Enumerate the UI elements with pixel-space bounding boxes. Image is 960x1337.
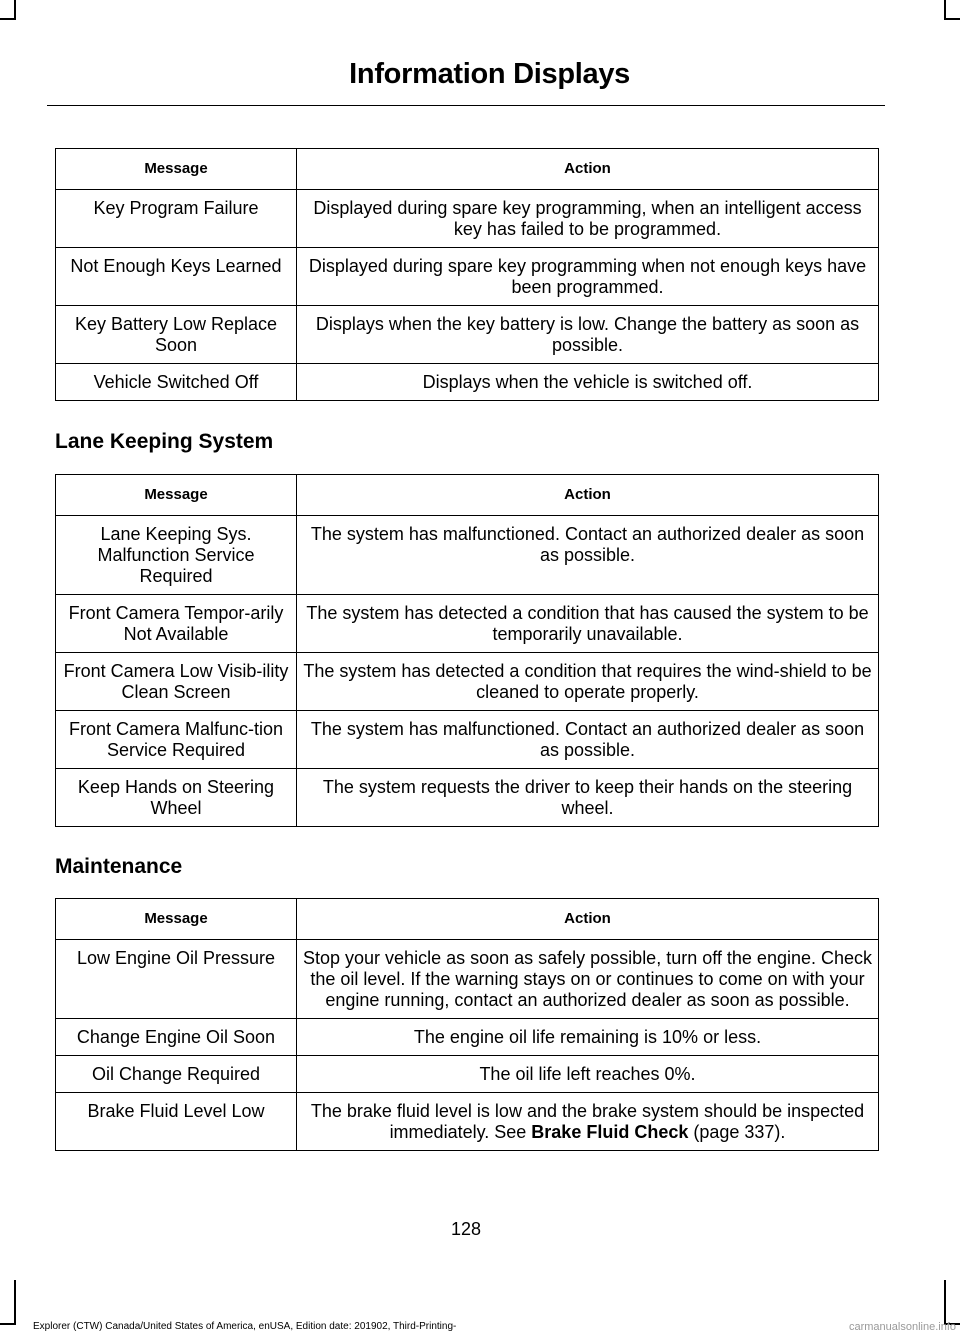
table-row xyxy=(56,516,879,595)
message-cell: Front Camera Malfunc-tion Service Required xyxy=(56,711,297,769)
column-header-message: Message xyxy=(56,475,297,516)
column-header-action: Action xyxy=(297,899,879,940)
table-row xyxy=(56,1056,879,1093)
watermark-site: carmanualsonline.info xyxy=(848,1321,956,1333)
action-cell: The system has detected a condition that has caused the system to be temporarily unavailable. xyxy=(297,595,879,653)
message-cell: Front Camera Tempor-arily Not Available xyxy=(56,595,297,653)
action-cell: The system has malfunctioned. Contact an authorized dealer as soon as possible. xyxy=(297,711,879,769)
action-cell: The oil life left reaches 0%. xyxy=(297,1056,879,1093)
table-row xyxy=(56,364,879,401)
message-cell: Change Engine Oil Soon xyxy=(56,1019,297,1056)
message-cell: Not Enough Keys Learned xyxy=(56,248,297,306)
message-cell: Lane Keeping Sys. Malfunction Service Required xyxy=(56,516,297,595)
message-cell: Keep Hands on Steering Wheel xyxy=(56,769,297,827)
table-row xyxy=(56,248,879,306)
action-cell: The system has malfunctioned. Contact an authorized dealer as soon as possible. xyxy=(297,516,879,595)
table-row xyxy=(56,306,879,364)
action-cell: Displays when the key battery is low. Change the battery as soon as possible. xyxy=(297,306,879,364)
message-cell: Front Camera Low Visib-ility Clean Screen xyxy=(56,653,297,711)
message-cell: Low Engine Oil Pressure xyxy=(56,940,297,1019)
maintenance-table xyxy=(55,898,879,1151)
section-heading-maintenance: Maintenance xyxy=(55,855,183,878)
crop-mark xyxy=(14,1280,16,1325)
edition-footer: Explorer (CTW) Canada/United States of America, enUSA, Edition date: 201902, Third-Printing- xyxy=(33,1321,457,1332)
table-row xyxy=(56,653,879,711)
message-cell: Key Program Failure xyxy=(56,190,297,248)
action-text: The brake fluid level is low and the brake system should be inspected immediately. See xyxy=(310,1101,865,1142)
column-header-action: Action xyxy=(297,475,879,516)
table-row xyxy=(56,940,879,1019)
table-header-row xyxy=(56,899,879,940)
action-cell xyxy=(297,1093,879,1151)
table-header-row xyxy=(56,475,879,516)
table-row xyxy=(56,769,879,827)
crop-mark xyxy=(944,18,960,20)
table-row xyxy=(56,711,879,769)
section-heading-lane-keeping: Lane Keeping System xyxy=(55,430,274,453)
title-divider xyxy=(47,105,885,106)
action-cell: Displayed during spare key programming when not enough keys have been programmed. xyxy=(297,248,879,306)
message-cell: Brake Fluid Level Low xyxy=(56,1093,297,1151)
crop-mark xyxy=(0,18,16,20)
action-cell: The system requests the driver to keep their hands on the steering wheel. xyxy=(297,769,879,827)
page-number: 128 xyxy=(450,1219,482,1239)
key-messages-table xyxy=(55,148,879,401)
action-cell: Displayed during spare key programming, when an intelligent access key has failed to be programmed. xyxy=(297,190,879,248)
page-reference: (page 337). xyxy=(688,1122,786,1142)
crop-mark xyxy=(14,0,16,20)
table-row xyxy=(56,595,879,653)
brake-fluid-check-link[interactable]: Brake Fluid Check xyxy=(531,1122,689,1142)
table-header-row xyxy=(56,149,879,190)
table-row xyxy=(56,1093,879,1151)
table-row xyxy=(56,1019,879,1056)
page-title: Information Displays xyxy=(349,58,630,90)
message-cell: Vehicle Switched Off xyxy=(56,364,297,401)
lane-keeping-table xyxy=(55,474,879,827)
crop-mark xyxy=(944,0,946,20)
crop-mark xyxy=(944,1280,946,1325)
action-cell: The system has detected a condition that requires the wind-shield to be cleaned to operate properly. xyxy=(297,653,879,711)
action-cell: Stop your vehicle as soon as safely possible, turn off the engine. Check the oil level. If the warning stays on or continues to come on with your engine running, contact an authorized dealer as soon as possible. xyxy=(297,940,879,1019)
column-header-action: Action xyxy=(297,149,879,190)
action-cell: Displays when the vehicle is switched off. xyxy=(297,364,879,401)
column-header-message: Message xyxy=(56,149,297,190)
crop-mark xyxy=(0,1323,16,1325)
action-cell: The engine oil life remaining is 10% or less. xyxy=(297,1019,879,1056)
message-cell: Key Battery Low Replace Soon xyxy=(56,306,297,364)
table-row xyxy=(56,190,879,248)
column-header-message: Message xyxy=(56,899,297,940)
message-cell: Oil Change Required xyxy=(56,1056,297,1093)
